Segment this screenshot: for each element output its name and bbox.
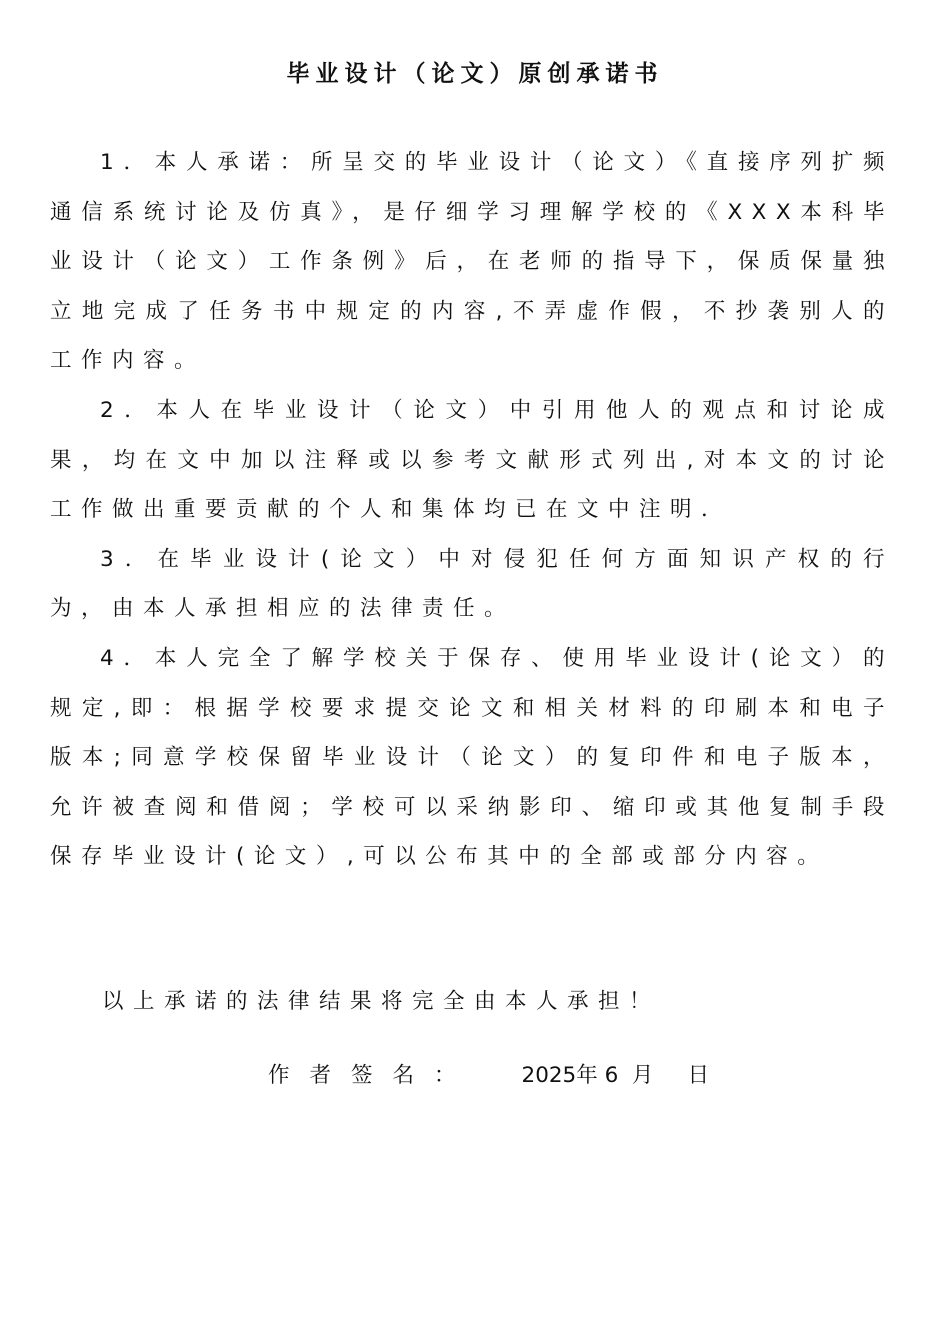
legal-conclusion: 以上承诺的法律结果将完全由本人承担！ [102, 989, 661, 1014]
signature-date: 2025年 6 月 日 [521, 1063, 710, 1088]
commitment-paragraph-4: 4．本人完全了解学校关于保存、使用毕业设计(论文）的规定,即：根据学校要求提交论文和相关材料的印刷本和电子版本;同意学校保留毕业设计（论文）的复印件和电子版本，允许被查阅和借阅；学校可以采纳影印、缩印或其他复制手段保存毕业设计(论文）,可以公布其中的全部或部分内容。 [50, 645, 894, 870]
commitment-paragraph-1: 1．本人承诺：所呈交的毕业设计（论文）《直接序列扩频通信系统讨论及仿真》，是仔细学习理解学校的《XXX本科毕业设计（论文）工作条例》后，在老师的指导下，保质保量独立地完成了任务书中规定的内容,不弄虚作假，不抄袭别人的工作内容。 [50, 150, 894, 374]
signature-label: 作者签名： [268, 1063, 476, 1088]
commitment-body [50, 138, 894, 882]
signature-line [268, 1056, 709, 1096]
commitment-paragraph-3: 3．在毕业设计(论文）中对侵犯任何方面知识产权的行为，由本人承担相应的法律责任。 [50, 546, 894, 622]
commitment-paragraph-2: 2．本人在毕业设计（论文）中引用他人的观点和讨论成果，均在文中加以注释或以参考文献形式列出,对本文的讨论工作做出重要贡献的个人和集体均已在文中注明． [50, 397, 894, 523]
document-title: 毕业设计（论文）原创承诺书 [286, 61, 664, 87]
